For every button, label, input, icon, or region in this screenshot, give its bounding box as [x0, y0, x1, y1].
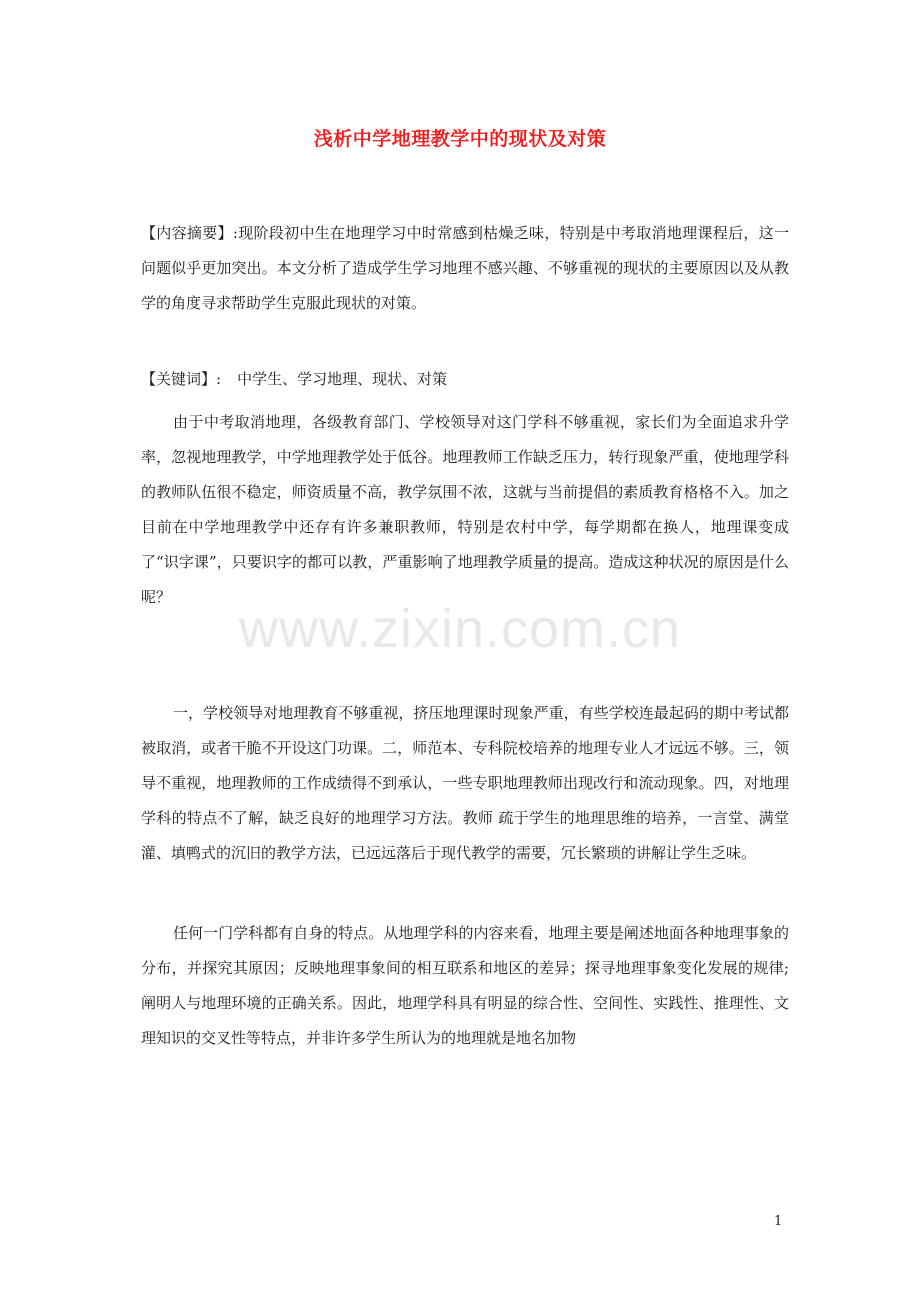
- abstract-text: 现阶段初中生在地理学习中时常感到枯燥乏味，特别是中考取消地理课程后，这一问题似乎更加突出。本文分析了造成学生学习地理不感兴趣、不够重视的现状的主要原因以及从教学的角度寻求帮助学生克服此现状的对策。: [141, 224, 789, 312]
- page-number: 1: [774, 1214, 783, 1229]
- watermark: www.zixin.com.cn: [238, 599, 682, 659]
- keywords-line: [141, 362, 789, 397]
- keywords-text: 中学生、学习地理、现状、对策: [237, 370, 448, 388]
- abstract-label: 【内容摘要】:: [141, 224, 238, 242]
- body-paragraph-2: 一，学校领导对地理教育不够重视，挤压地理课时现象严重，有些学校连最起码的期中考试都被取消，或者干脆不开设这门功课。二，师范本、专科院校培养的地理专业人才远远不够。三，领导不重视，地理教师的工作成绩得不到承认，一些专职地理教师出现改行和流动现象。四，对地理学科的特点不了解，缺乏良好的地理学习方法。教师 疏于学生的地理思维的培养，一言堂、满堂灌、填鸭式的沉旧的教学方法，已远远落后于现代教学的需要，冗长繁琐的讲解让学生乏味。: [141, 704, 789, 862]
- document-title: 浅析中学地理教学中的现状及对策: [313, 128, 607, 150]
- keywords-label: 【关键词】:: [141, 370, 222, 388]
- abstract-paragraph: [141, 216, 789, 321]
- body-paragraph-1: 由于中考取消地理，各级教育部门、学校领导对这门学科不够重视，家长们为全面追求升学率，忽视地理教学，中学地理教学处于低谷。地理教师工作缺乏压力，转行现象严重，使地理学科的教师队伍很不稳定，师资质量不高，教学氛围不浓，这就与当前提倡的素质教育格格不入。加之目前在中学地理教学中还存有许多兼职教师，特别是农村中学，每学期都在换人，地理课变成了“识字课”，只要识字的都可以教，严重影响了地理教学质量的提高。造成这种状况的原因是什么呢？: [141, 413, 789, 606]
- body-paragraph-3: 任何一门学科都有自身的特点。从地理学科的内容来看，地理主要是阐述地面各种地理事象的分布，并探究其原因；反映地理事象间的相互联系和地区的差异；探寻地理事象变化发展的规律; 阐明人与地理环境的正确关系。因此，地理学科具有明显的综合性、空间性、实践性、推理性、文理知识的交叉性等特点，并非许多学生所认为的地理就是地名加物: [141, 924, 789, 1047]
